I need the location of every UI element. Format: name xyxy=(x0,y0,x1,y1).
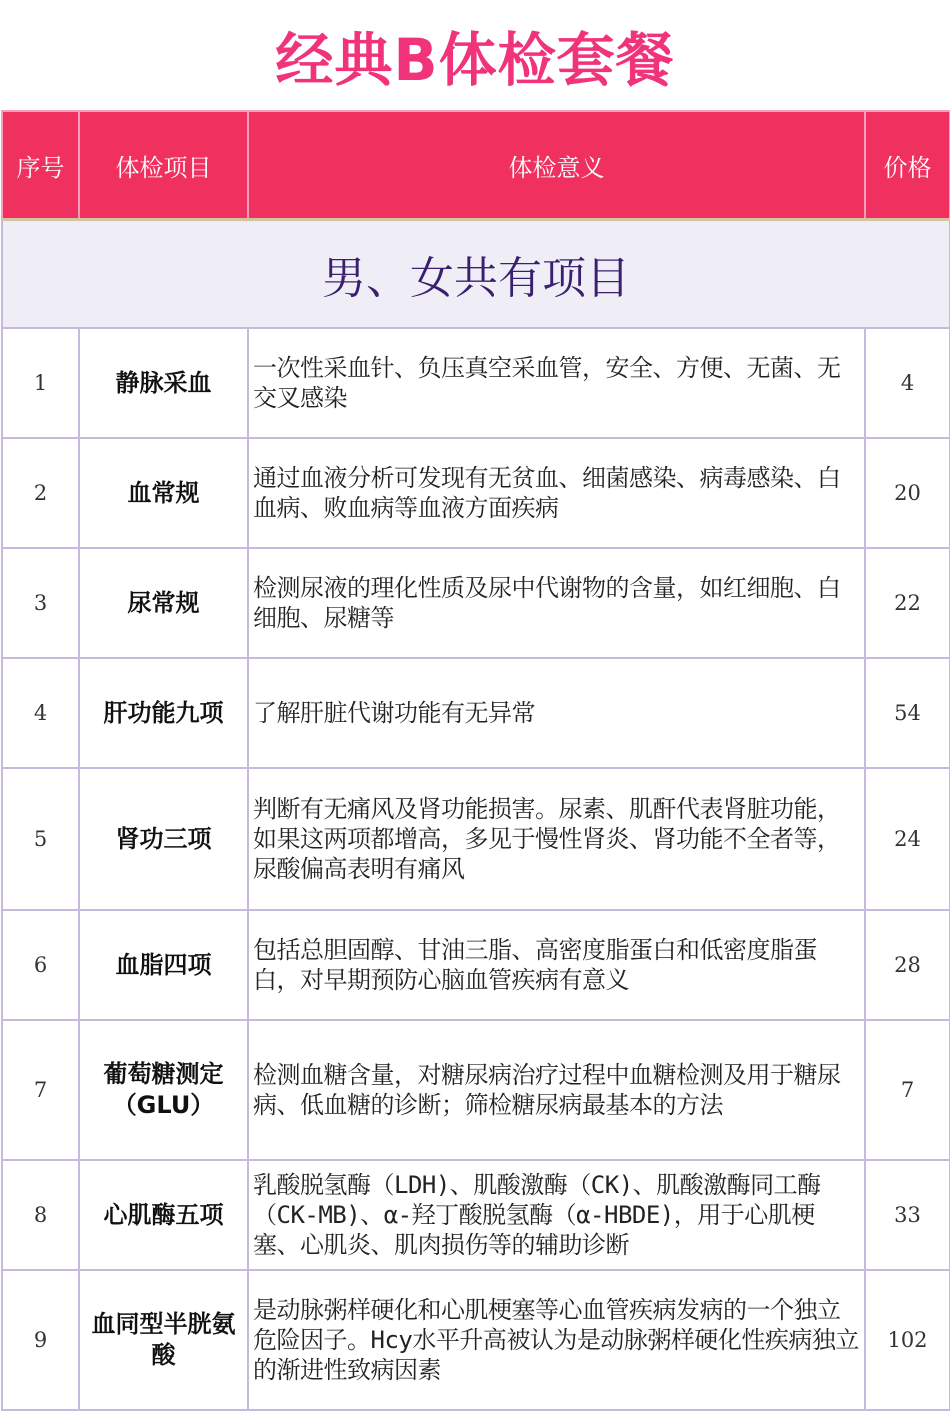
column-header-price: 价格 xyxy=(865,111,950,220)
row-item: 肝功能九项 xyxy=(79,658,248,768)
row-price: 28 xyxy=(865,910,950,1020)
row-price: 7 xyxy=(865,1020,950,1160)
table-row xyxy=(2,1160,950,1270)
table-row xyxy=(2,548,950,658)
section-row xyxy=(2,220,950,329)
row-meaning: 一次性采血针、负压真空采血管，安全、方便、无菌、无交叉感染 xyxy=(248,328,865,438)
table-row xyxy=(2,1270,950,1410)
row-meaning: 了解肝脏代谢功能有无异常 xyxy=(248,658,865,768)
row-price: 20 xyxy=(865,438,950,548)
row-price: 4 xyxy=(865,328,950,438)
row-index: 7 xyxy=(2,1020,79,1160)
row-meaning: 通过血液分析可发现有无贫血、细菌感染、病毒感染、白血病、败血病等血液方面疾病 xyxy=(248,438,865,548)
row-price: 24 xyxy=(865,768,950,910)
table-row xyxy=(2,658,950,768)
row-item: 葡萄糖测定（GLU） xyxy=(79,1020,248,1160)
table-row xyxy=(2,438,950,548)
row-meaning: 检测血糖含量，对糖尿病治疗过程中血糖检测及用于糖尿病、低血糖的诊断；筛检糖尿病最基本的方法 xyxy=(248,1020,865,1160)
row-meaning: 判断有无痛风及肾功能损害。尿素、肌酐代表肾脏功能，如果这两项都增高，多见于慢性肾炎、肾功能不全者等，尿酸偏高表明有痛风 xyxy=(248,768,865,910)
column-header-index: 序号 xyxy=(2,111,79,220)
row-item: 肾功三项 xyxy=(79,768,248,910)
row-index: 9 xyxy=(2,1270,79,1410)
section-label: 男、女共有项目 xyxy=(2,220,950,329)
row-meaning: 检测尿液的理化性质及尿中代谢物的含量，如红细胞、白细胞、尿糖等 xyxy=(248,548,865,658)
page-title: 经典B体检套餐 xyxy=(275,26,675,94)
row-index: 8 xyxy=(2,1160,79,1270)
row-index: 3 xyxy=(2,548,79,658)
row-index: 4 xyxy=(2,658,79,768)
row-price: 54 xyxy=(865,658,950,768)
row-item: 血脂四项 xyxy=(79,910,248,1020)
row-index: 1 xyxy=(2,328,79,438)
row-index: 5 xyxy=(2,768,79,910)
row-item: 血同型半胱氨酸 xyxy=(79,1270,248,1410)
row-meaning: 是动脉粥样硬化和心肌梗塞等心血管疾病发病的一个独立危险因子。Hcy水平升高被认为是动脉粥样硬化性疾病独立的渐进性致病因素 xyxy=(248,1270,865,1410)
row-meaning: 包括总胆固醇、甘油三脂、高密度脂蛋白和低密度脂蛋白，对早期预防心脑血管疾病有意义 xyxy=(248,910,865,1020)
row-item: 静脉采血 xyxy=(79,328,248,438)
table-row xyxy=(2,328,950,438)
table-row xyxy=(2,768,950,910)
row-item: 心肌酶五项 xyxy=(79,1160,248,1270)
package-table xyxy=(1,110,950,1411)
column-header-meaning: 体检意义 xyxy=(248,111,865,220)
column-header-item: 体检项目 xyxy=(79,111,248,220)
row-meaning: 乳酸脱氢酶（LDH)、肌酸激酶（CK)、肌酸激酶同工酶（CK-MB)、α-羟丁酸脱氢酶（α-HBDE)，用于心肌梗塞、心肌炎、肌肉损伤等的辅助诊断 xyxy=(248,1160,865,1270)
row-price: 22 xyxy=(865,548,950,658)
table-header-row xyxy=(2,111,950,220)
table-row xyxy=(2,910,950,1020)
row-price: 102 xyxy=(865,1270,950,1410)
row-item: 尿常规 xyxy=(79,548,248,658)
row-item: 血常规 xyxy=(79,438,248,548)
row-index: 2 xyxy=(2,438,79,548)
row-index: 6 xyxy=(2,910,79,1020)
row-price: 33 xyxy=(865,1160,950,1270)
table-row xyxy=(2,1020,950,1160)
